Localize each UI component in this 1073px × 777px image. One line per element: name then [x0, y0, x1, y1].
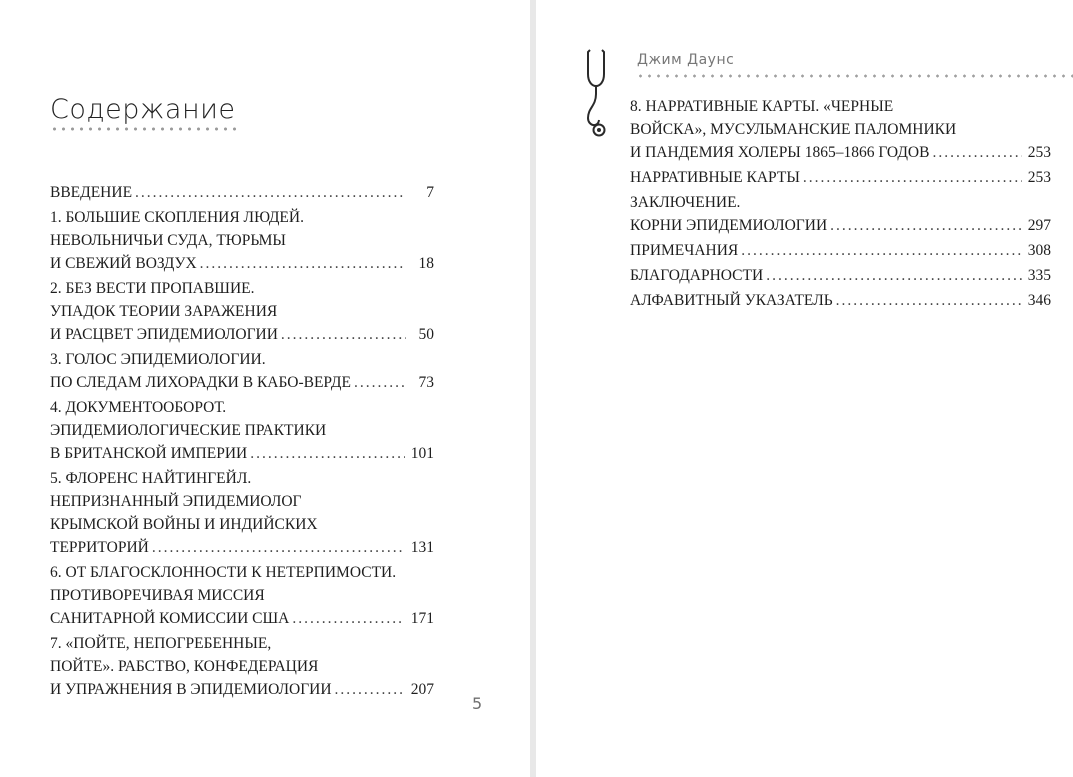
toc-entry-title: БЛАГОДАРНОСТИ: [630, 267, 764, 284]
toc-entry-title: САНИТАРНОЙ КОМИССИИ США: [50, 610, 290, 627]
toc-entry: [630, 239, 1051, 262]
dot-leader: [200, 252, 406, 275]
toc-entry-final-line: [630, 264, 1051, 287]
toc-entry: [50, 396, 434, 465]
toc-entry-line: КРЫМСКОЙ ВОЙНЫ И ИНДИЙСКИХ: [50, 516, 318, 533]
dot-leader: [152, 536, 405, 559]
toc-entry-final-line: [50, 323, 434, 346]
dot-leader: [803, 166, 1022, 189]
toc-entry: [50, 181, 434, 204]
toc-entry: [630, 289, 1051, 312]
page-title: Содержание: [50, 94, 236, 125]
toc-list-left: [50, 181, 434, 703]
title-dotted-rule: [50, 126, 240, 132]
right-page: [536, 0, 1073, 777]
toc-entry-line: ПОЙТЕ». РАБСТВО, КОНФЕДЕРАЦИЯ: [50, 658, 319, 675]
toc-entry-title: И РАСЦВЕТ ЭПИДЕМИОЛОГИИ: [50, 326, 278, 343]
toc-entry: [630, 95, 1051, 164]
toc-page-number: 18: [418, 255, 434, 272]
toc-entry-line: ВОЙСКА», МУСУЛЬМАНСКИЕ ПАЛОМНИКИ: [630, 121, 957, 138]
toc-entry-final-line: [50, 442, 434, 465]
left-page: [0, 0, 530, 777]
toc-entry-line: 1. БОЛЬШИЕ СКОПЛЕНИЯ ЛЮДЕЙ.: [50, 209, 304, 226]
toc-entry-line: 4. ДОКУМЕНТООБОРОТ.: [50, 399, 227, 416]
dot-leader: [135, 181, 406, 204]
page-number: 5: [472, 694, 483, 713]
toc-page-number: 335: [1027, 267, 1051, 284]
toc-page-number: 346: [1027, 292, 1051, 309]
toc-page-number: 7: [426, 184, 434, 201]
toc-page-number: 101: [410, 445, 434, 462]
toc-page-number: 131: [410, 539, 434, 556]
toc-list-right: [630, 95, 1051, 314]
toc-page-number: 73: [418, 374, 434, 391]
toc-entry: [50, 277, 434, 346]
toc-entry-title: И ПАНДЕМИЯ ХОЛЕРЫ 1865–1866 ГОДОВ: [630, 144, 930, 161]
toc-page-number: 297: [1027, 217, 1051, 234]
toc-entry: [50, 206, 434, 275]
toc-entry-title: НАРРАТИВНЫЕ КАРТЫ: [630, 169, 800, 186]
toc-entry-final-line: [630, 141, 1051, 164]
toc-entry: [50, 632, 434, 701]
toc-entry-final-line: [630, 239, 1051, 262]
toc-entry-line: НЕВОЛЬНИЧЬИ СУДА, ТЮРЬМЫ: [50, 232, 286, 249]
dot-leader: [932, 141, 1021, 164]
toc-entry-line: НЕПРИЗНАННЫЙ ЭПИДЕМИОЛОГ: [50, 493, 302, 510]
toc-entry-line: УПАДОК ТЕОРИИ ЗАРАЖЕНИЯ: [50, 303, 278, 320]
toc-page-number: 207: [410, 681, 434, 698]
dot-leader: [281, 323, 406, 346]
toc-page-number: 50: [418, 326, 434, 343]
dot-leader: [741, 239, 1021, 262]
toc-entry-line: ПРОТИВОРЕЧИВАЯ МИССИЯ: [50, 587, 265, 604]
toc-entry: [50, 561, 434, 630]
toc-entry-final-line: [630, 166, 1051, 189]
toc-entry-title: ПО СЛЕДАМ ЛИХОРАДКИ В КАБО-ВЕРДЕ: [50, 374, 351, 391]
toc-entry-title: И УПРАЖНЕНИЯ В ЭПИДЕМИОЛОГИИ: [50, 681, 332, 698]
toc-entry-title: ТЕРРИТОРИЙ: [50, 539, 149, 556]
toc-entry: [630, 264, 1051, 287]
toc-entry-title: ВВЕДЕНИЕ: [50, 184, 133, 201]
toc-entry-final-line: [630, 214, 1051, 237]
toc-entry-line: 7. «ПОЙТЕ, НЕПОГРЕБЕННЫЕ,: [50, 635, 272, 652]
toc-entry-title: ПРИМЕЧАНИЯ: [630, 242, 739, 259]
toc-entry-title: И СВЕЖИЙ ВОЗДУХ: [50, 255, 197, 272]
toc-entry-line: 6. ОТ БЛАГОСКЛОННОСТИ К НЕТЕРПИМОСТИ.: [50, 564, 397, 581]
running-head-author: Джим Даунс: [637, 52, 735, 68]
toc-entry-title: В БРИТАНСКОЙ ИМПЕРИИ: [50, 445, 248, 462]
toc-entry-final-line: [50, 536, 434, 559]
dot-leader: [354, 371, 406, 394]
toc-entry-final-line: [50, 678, 434, 701]
toc-entry-final-line: [50, 371, 434, 394]
toc-page-number: 253: [1027, 169, 1051, 186]
dot-leader: [830, 214, 1022, 237]
toc-entry-title: КОРНИ ЭПИДЕМИОЛОГИИ: [630, 217, 828, 234]
toc-entry-line: 5. ФЛОРЕНС НАЙТИНГЕЙЛ.: [50, 470, 252, 487]
toc-entry-line: 3. ГОЛОС ЭПИДЕМИОЛОГИИ.: [50, 351, 266, 368]
stethoscope-icon: [584, 46, 620, 138]
dot-leader: [836, 289, 1022, 312]
toc-entry-title: АЛФАВИТНЫЙ УКАЗАТЕЛЬ: [630, 292, 833, 309]
header-dotted-rule: [636, 73, 1073, 79]
toc-entry-line: 2. БЕЗ ВЕСТИ ПРОПАВШИЕ.: [50, 280, 255, 297]
toc-entry-final-line: [50, 607, 434, 630]
toc-entry: [630, 191, 1051, 237]
toc-entry-line: 8. НАРРАТИВНЫЕ КАРТЫ. «ЧЕРНЫЕ: [630, 98, 894, 115]
toc-entry: [50, 348, 434, 394]
toc-page-number: 171: [410, 610, 434, 627]
toc-entry-line: ЭПИДЕМИОЛОГИЧЕСКИЕ ПРАКТИКИ: [50, 422, 327, 439]
toc-entry: [630, 166, 1051, 189]
toc-entry-final-line: [50, 252, 434, 275]
toc-entry-final-line: [630, 289, 1051, 312]
toc-entry: [50, 467, 434, 559]
dot-leader: [335, 678, 405, 701]
toc-entry-final-line: [50, 181, 434, 204]
dot-leader: [292, 607, 404, 630]
toc-page-number: 308: [1027, 242, 1051, 259]
dot-leader: [766, 264, 1022, 287]
dot-leader: [250, 442, 405, 465]
toc-page-number: 253: [1027, 144, 1051, 161]
toc-entry-line: ЗАКЛЮЧЕНИЕ.: [630, 194, 741, 211]
